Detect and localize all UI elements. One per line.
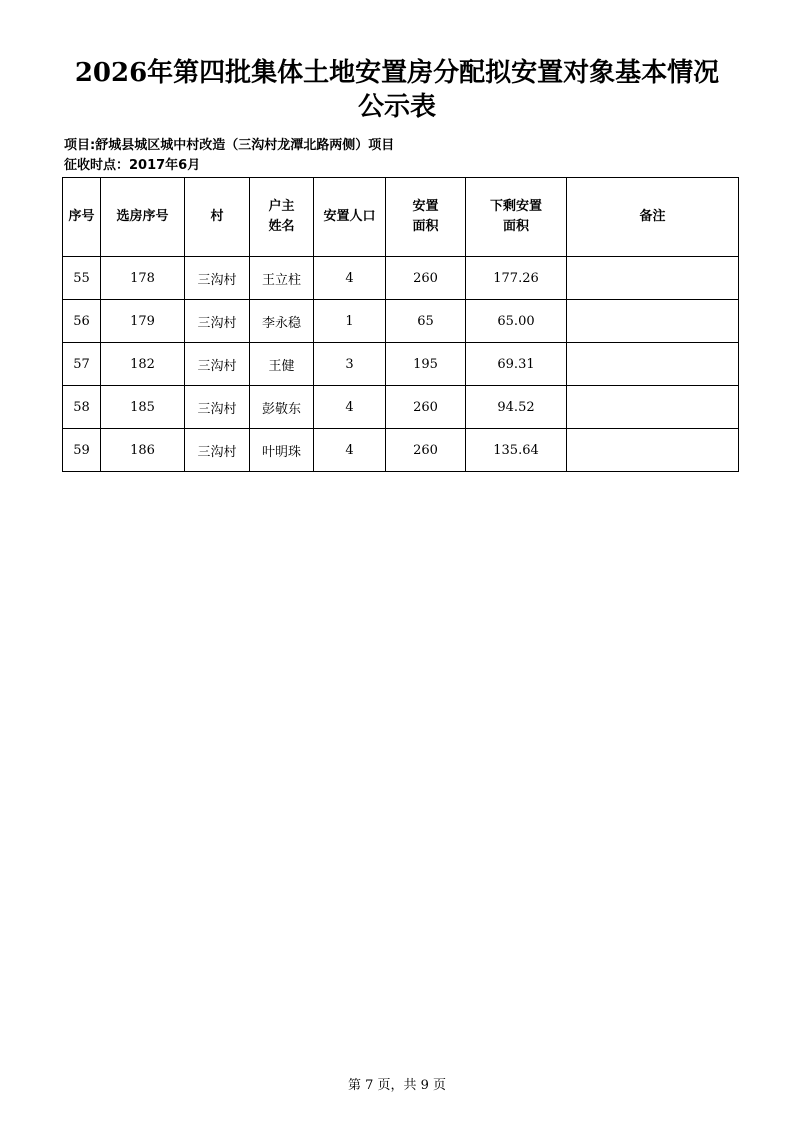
- cell-village: 三沟村: [185, 343, 250, 386]
- cell-population: 1: [314, 300, 386, 343]
- cell-remark: [567, 429, 739, 472]
- header-household-head-line1: 户主: [268, 199, 295, 214]
- allocation-table: [62, 177, 739, 472]
- cell-village: 三沟村: [185, 386, 250, 429]
- cell-seq: 59: [63, 429, 101, 472]
- header-select-seq: 选房序号: [101, 178, 185, 257]
- cell-seq: 56: [63, 300, 101, 343]
- cell-seq: 57: [63, 343, 101, 386]
- cell-area: 65: [386, 300, 466, 343]
- cell-remark: [567, 257, 739, 300]
- cell-select-seq: 185: [101, 386, 185, 429]
- cell-remaining: 177.26: [466, 257, 567, 300]
- header-population: 安置人口: [314, 178, 386, 257]
- header-remark: 备注: [567, 178, 739, 257]
- cell-population: 4: [314, 257, 386, 300]
- page-footer: 第 7 页，共 9 页: [347, 1078, 447, 1093]
- cell-seq: 55: [63, 257, 101, 300]
- collection-time: 征收时点：2017年6月: [64, 158, 201, 173]
- cell-select-seq: 179: [101, 300, 185, 343]
- header-village: 村: [185, 178, 250, 257]
- cell-population: 4: [314, 386, 386, 429]
- header-area: [386, 178, 466, 257]
- header-seq: 序号: [63, 178, 101, 257]
- cell-remaining: 135.64: [466, 429, 567, 472]
- cell-area: 195: [386, 343, 466, 386]
- cell-remaining: 69.31: [466, 343, 567, 386]
- cell-seq: 58: [63, 386, 101, 429]
- cell-remark: [567, 386, 739, 429]
- cell-remaining: 94.52: [466, 386, 567, 429]
- title-line-1: 2026年第四批集体土地安置房分配拟安置对象基本情况: [74, 58, 720, 88]
- cell-name: 王健: [250, 343, 314, 386]
- cell-name: 李永稳: [250, 300, 314, 343]
- cell-population: 4: [314, 429, 386, 472]
- table-row: [63, 343, 739, 386]
- table-row: [63, 257, 739, 300]
- cell-name: 王立柱: [250, 257, 314, 300]
- cell-remaining: 65.00: [466, 300, 567, 343]
- title-line-2: 公示表: [357, 92, 436, 122]
- header-remaining-area: [466, 178, 567, 257]
- header-area-line2: 面积: [412, 219, 439, 234]
- cell-area: 260: [386, 429, 466, 472]
- cell-remark: [567, 343, 739, 386]
- page-title: [0, 56, 794, 124]
- cell-remark: [567, 300, 739, 343]
- cell-name: 叶明珠: [250, 429, 314, 472]
- header-household-head-line2: 姓名: [268, 219, 295, 234]
- header-area-line1: 安置: [412, 199, 439, 214]
- table-row: [63, 300, 739, 343]
- cell-select-seq: 182: [101, 343, 185, 386]
- project-name: 项目:舒城县城区城中村改造（三沟村龙潭北路两侧）项目: [64, 138, 395, 153]
- cell-village: 三沟村: [185, 257, 250, 300]
- cell-name: 彭敬东: [250, 386, 314, 429]
- header-household-head: [250, 178, 314, 257]
- cell-select-seq: 186: [101, 429, 185, 472]
- cell-area: 260: [386, 386, 466, 429]
- header-remaining-line1: 下剩安置: [489, 199, 542, 214]
- table-row: [63, 386, 739, 429]
- cell-population: 3: [314, 343, 386, 386]
- table-header-row: [63, 178, 739, 257]
- header-remaining-line2: 面积: [502, 219, 529, 234]
- cell-area: 260: [386, 257, 466, 300]
- table-row: [63, 429, 739, 472]
- cell-village: 三沟村: [185, 429, 250, 472]
- cell-village: 三沟村: [185, 300, 250, 343]
- cell-select-seq: 178: [101, 257, 185, 300]
